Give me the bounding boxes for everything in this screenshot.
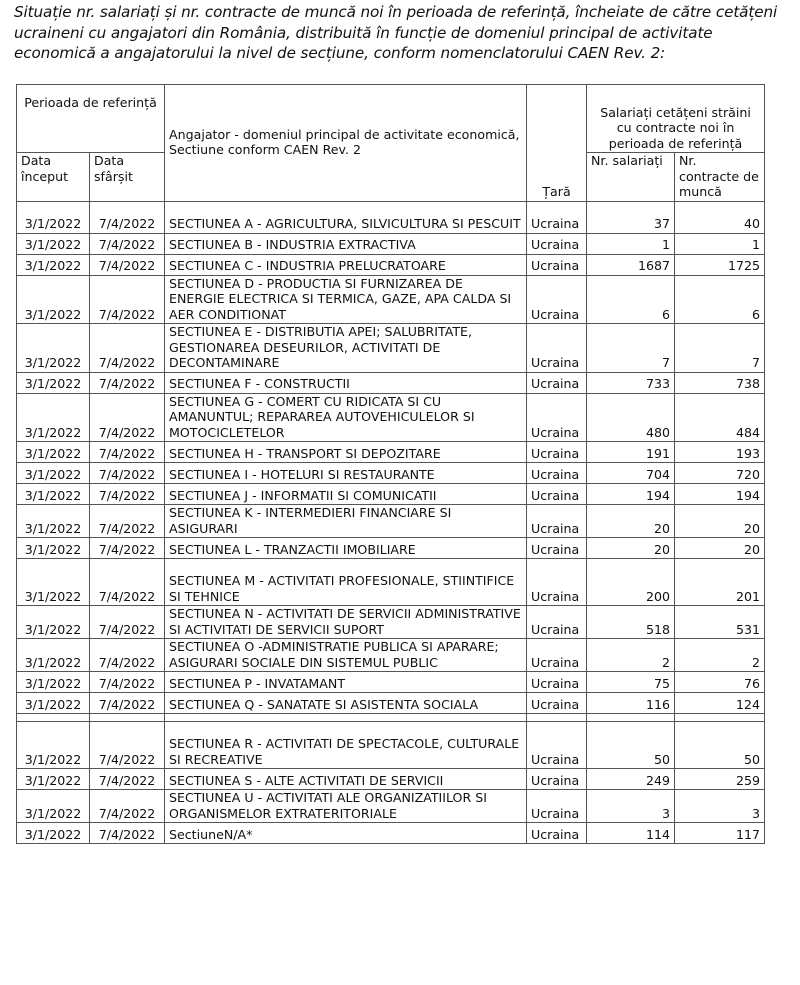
- header-period: Perioada de referință: [17, 85, 165, 153]
- end-date-cell: 7/4/2022: [90, 393, 165, 442]
- section-cell: SECTIUNEA C - INDUSTRIA PRELUCRATOARE: [165, 254, 527, 275]
- start-date-cell: 3/1/2022: [17, 769, 90, 790]
- header-employer: Angajator - domeniul principal de activitate economică, Sectiune conform CAEN Rev. 2: [165, 85, 527, 202]
- country-cell: Ucraina: [527, 442, 587, 463]
- country-cell: Ucraina: [527, 393, 587, 442]
- section-cell: SECTIUNEA L - TRANZACTII IMOBILIARE: [165, 538, 527, 559]
- section-cell: SECTIUNEA U - ACTIVITATI ALE ORGANIZATIILOR SI ORGANISMELOR EXTRATERITORIALE: [165, 790, 527, 823]
- table-row: [17, 484, 765, 505]
- contracts-cell: 40: [675, 201, 765, 233]
- country-cell: Ucraina: [527, 559, 587, 606]
- start-date-cell: 3/1/2022: [17, 442, 90, 463]
- contracts-cell: 2: [675, 639, 765, 672]
- end-date-cell: 7/4/2022: [90, 233, 165, 254]
- spacer-cell: [17, 714, 90, 722]
- end-date-cell: 7/4/2022: [90, 505, 165, 538]
- country-cell: Ucraina: [527, 463, 587, 484]
- start-date-cell: 3/1/2022: [17, 233, 90, 254]
- end-date-cell: 7/4/2022: [90, 324, 165, 373]
- end-date-cell: 7/4/2022: [90, 672, 165, 693]
- table-row: [17, 505, 765, 538]
- start-date-cell: 3/1/2022: [17, 538, 90, 559]
- employees-cell: 20: [587, 505, 675, 538]
- spacer-row: [17, 714, 765, 722]
- contracts-cell: 194: [675, 484, 765, 505]
- start-date-cell: 3/1/2022: [17, 505, 90, 538]
- country-cell: Ucraina: [527, 672, 587, 693]
- employees-cell: 480: [587, 393, 675, 442]
- country-cell: Ucraina: [527, 254, 587, 275]
- table-row: [17, 201, 765, 233]
- employees-cell: 1: [587, 233, 675, 254]
- country-cell: Ucraina: [527, 505, 587, 538]
- table-row: [17, 233, 765, 254]
- contracts-cell: 1725: [675, 254, 765, 275]
- section-cell: SECTIUNEA O -ADMINISTRATIE PUBLICA SI APARARE; ASIGURARI SOCIALE DIN SISTEMUL PUBLIC: [165, 639, 527, 672]
- table-row: [17, 372, 765, 393]
- employees-cell: 75: [587, 672, 675, 693]
- country-cell: Ucraina: [527, 769, 587, 790]
- start-date-cell: 3/1/2022: [17, 606, 90, 639]
- start-date-cell: 3/1/2022: [17, 559, 90, 606]
- end-date-cell: 7/4/2022: [90, 201, 165, 233]
- start-date-cell: 3/1/2022: [17, 639, 90, 672]
- table-row: [17, 463, 765, 484]
- section-cell: SECTIUNEA R - ACTIVITATI DE SPECTACOLE, CULTURALE SI RECREATIVE: [165, 722, 527, 769]
- data-table: [16, 84, 765, 844]
- country-cell: Ucraina: [527, 233, 587, 254]
- start-date-cell: 3/1/2022: [17, 372, 90, 393]
- contracts-cell: 201: [675, 559, 765, 606]
- contracts-cell: 6: [675, 275, 765, 324]
- table-row: [17, 769, 765, 790]
- table-row: [17, 538, 765, 559]
- employees-cell: 37: [587, 201, 675, 233]
- contracts-cell: 738: [675, 372, 765, 393]
- spacer-cell: [90, 714, 165, 722]
- employees-cell: 116: [587, 693, 675, 714]
- end-date-cell: 7/4/2022: [90, 790, 165, 823]
- employees-cell: 249: [587, 769, 675, 790]
- country-cell: Ucraina: [527, 372, 587, 393]
- table-row: [17, 559, 765, 606]
- contracts-cell: 193: [675, 442, 765, 463]
- employees-cell: 6: [587, 275, 675, 324]
- start-date-cell: 3/1/2022: [17, 254, 90, 275]
- end-date-cell: 7/4/2022: [90, 559, 165, 606]
- table-row: [17, 275, 765, 324]
- section-cell: SECTIUNEA Q - SANATATE SI ASISTENTA SOCIALA: [165, 693, 527, 714]
- contracts-cell: 20: [675, 505, 765, 538]
- contracts-cell: 20: [675, 538, 765, 559]
- spacer-cell: [165, 714, 527, 722]
- section-cell: SECTIUNEA G - COMERT CU RIDICATA SI CU AMANUNTUL; REPARAREA AUTOVEHICULELOR SI MOTOCICLETELOR: [165, 393, 527, 442]
- table-row: [17, 693, 765, 714]
- country-cell: Ucraina: [527, 538, 587, 559]
- start-date-cell: 3/1/2022: [17, 693, 90, 714]
- section-cell: SECTIUNEA D - PRODUCTIA SI FURNIZAREA DE ENERGIE ELECTRICA SI TERMICA, GAZE, APA CALDA SI AER CONDITIONAT: [165, 275, 527, 324]
- country-cell: Ucraina: [527, 201, 587, 233]
- country-cell: Ucraina: [527, 639, 587, 672]
- section-cell: SECTIUNEA F - CONSTRUCTII: [165, 372, 527, 393]
- country-cell: Ucraina: [527, 484, 587, 505]
- start-date-cell: 3/1/2022: [17, 823, 90, 844]
- start-date-cell: 3/1/2022: [17, 324, 90, 373]
- end-date-cell: 7/4/2022: [90, 275, 165, 324]
- end-date-cell: 7/4/2022: [90, 769, 165, 790]
- start-date-cell: 3/1/2022: [17, 393, 90, 442]
- employees-cell: 200: [587, 559, 675, 606]
- table-row: [17, 324, 765, 373]
- section-cell: SECTIUNEA B - INDUSTRIA EXTRACTIVA: [165, 233, 527, 254]
- table-row: [17, 722, 765, 769]
- contracts-cell: 531: [675, 606, 765, 639]
- section-cell: SECTIUNEA N - ACTIVITATI DE SERVICII ADMINISTRATIVE SI ACTIVITATI DE SERVICII SUPORT: [165, 606, 527, 639]
- employees-cell: 114: [587, 823, 675, 844]
- contracts-cell: 117: [675, 823, 765, 844]
- end-date-cell: 7/4/2022: [90, 722, 165, 769]
- table-row: [17, 672, 765, 693]
- section-cell: SECTIUNEA M - ACTIVITATI PROFESIONALE, STIINTIFICE SI TEHNICE: [165, 559, 527, 606]
- contracts-cell: 259: [675, 769, 765, 790]
- section-cell: SECTIUNEA A - AGRICULTURA, SILVICULTURA SI PESCUIT: [165, 201, 527, 233]
- end-date-cell: 7/4/2022: [90, 693, 165, 714]
- section-cell: SECTIUNEA I - HOTELURI SI RESTAURANTE: [165, 463, 527, 484]
- country-cell: Ucraina: [527, 693, 587, 714]
- country-cell: Ucraina: [527, 275, 587, 324]
- table-row: [17, 442, 765, 463]
- end-date-cell: 7/4/2022: [90, 484, 165, 505]
- section-cell: SECTIUNEA E - DISTRIBUTIA APEI; SALUBRITATE, GESTIONAREA DESEURILOR, ACTIVITATI DE DECONTAMINARE: [165, 324, 527, 373]
- table-row: [17, 823, 765, 844]
- section-cell: SECTIUNEA H - TRANSPORT SI DEPOZITARE: [165, 442, 527, 463]
- country-cell: Ucraina: [527, 722, 587, 769]
- section-cell: SectiuneN/A*: [165, 823, 527, 844]
- end-date-cell: 7/4/2022: [90, 442, 165, 463]
- employees-cell: 50: [587, 722, 675, 769]
- table-row: [17, 790, 765, 823]
- spacer-cell: [675, 714, 765, 722]
- contracts-cell: 484: [675, 393, 765, 442]
- start-date-cell: 3/1/2022: [17, 790, 90, 823]
- country-cell: Ucraina: [527, 606, 587, 639]
- end-date-cell: 7/4/2022: [90, 606, 165, 639]
- table-row: [17, 393, 765, 442]
- end-date-cell: 7/4/2022: [90, 639, 165, 672]
- employees-cell: 2: [587, 639, 675, 672]
- employees-cell: 1687: [587, 254, 675, 275]
- contracts-cell: 3: [675, 790, 765, 823]
- header-end-date: Data sfârșit: [90, 153, 165, 202]
- end-date-cell: 7/4/2022: [90, 372, 165, 393]
- start-date-cell: 3/1/2022: [17, 201, 90, 233]
- country-cell: Ucraina: [527, 324, 587, 373]
- header-country: Țară: [527, 85, 587, 202]
- start-date-cell: 3/1/2022: [17, 672, 90, 693]
- country-cell: Ucraina: [527, 823, 587, 844]
- table-row: [17, 254, 765, 275]
- end-date-cell: 7/4/2022: [90, 463, 165, 484]
- employees-cell: 7: [587, 324, 675, 373]
- header-foreign-employees: Salariați cetățeni străini cu contracte noi în perioada de referință: [587, 85, 765, 153]
- end-date-cell: 7/4/2022: [90, 823, 165, 844]
- start-date-cell: 3/1/2022: [17, 275, 90, 324]
- end-date-cell: 7/4/2022: [90, 254, 165, 275]
- header-start-date: Data început: [17, 153, 90, 202]
- spacer-cell: [527, 714, 587, 722]
- header-nr-contracts: Nr. contracte de muncă: [675, 153, 765, 202]
- employees-cell: 704: [587, 463, 675, 484]
- end-date-cell: 7/4/2022: [90, 538, 165, 559]
- employees-cell: 194: [587, 484, 675, 505]
- caption: Situație nr. salariați și nr. contracte de muncă noi în perioada de referință, încheiate de către cetățeni ucraineni cu angajatori din România, distribuită în funcție de domeniul principal de activitate economică a angajatorului la nivel de secțiune, conform nomenclatorului CAEN Rev. 2:: [14, 3, 778, 62]
- contracts-cell: 124: [675, 693, 765, 714]
- contracts-cell: 1: [675, 233, 765, 254]
- contracts-cell: 720: [675, 463, 765, 484]
- employees-cell: 20: [587, 538, 675, 559]
- start-date-cell: 3/1/2022: [17, 484, 90, 505]
- spacer-cell: [587, 714, 675, 722]
- country-cell: Ucraina: [527, 790, 587, 823]
- table-row: [17, 606, 765, 639]
- employees-cell: 518: [587, 606, 675, 639]
- employees-cell: 733: [587, 372, 675, 393]
- employees-cell: 191: [587, 442, 675, 463]
- start-date-cell: 3/1/2022: [17, 722, 90, 769]
- contracts-cell: 7: [675, 324, 765, 373]
- contracts-cell: 76: [675, 672, 765, 693]
- section-cell: SECTIUNEA P - INVATAMANT: [165, 672, 527, 693]
- header-row-1: [17, 85, 765, 153]
- section-cell: SECTIUNEA J - INFORMATII SI COMUNICATII: [165, 484, 527, 505]
- table-row: [17, 639, 765, 672]
- start-date-cell: 3/1/2022: [17, 463, 90, 484]
- section-cell: SECTIUNEA K - INTERMEDIERI FINANCIARE SI ASIGURARI: [165, 505, 527, 538]
- header-nr-employees: Nr. salariați: [587, 153, 675, 202]
- contracts-cell: 50: [675, 722, 765, 769]
- employees-cell: 3: [587, 790, 675, 823]
- section-cell: SECTIUNEA S - ALTE ACTIVITATI DE SERVICII: [165, 769, 527, 790]
